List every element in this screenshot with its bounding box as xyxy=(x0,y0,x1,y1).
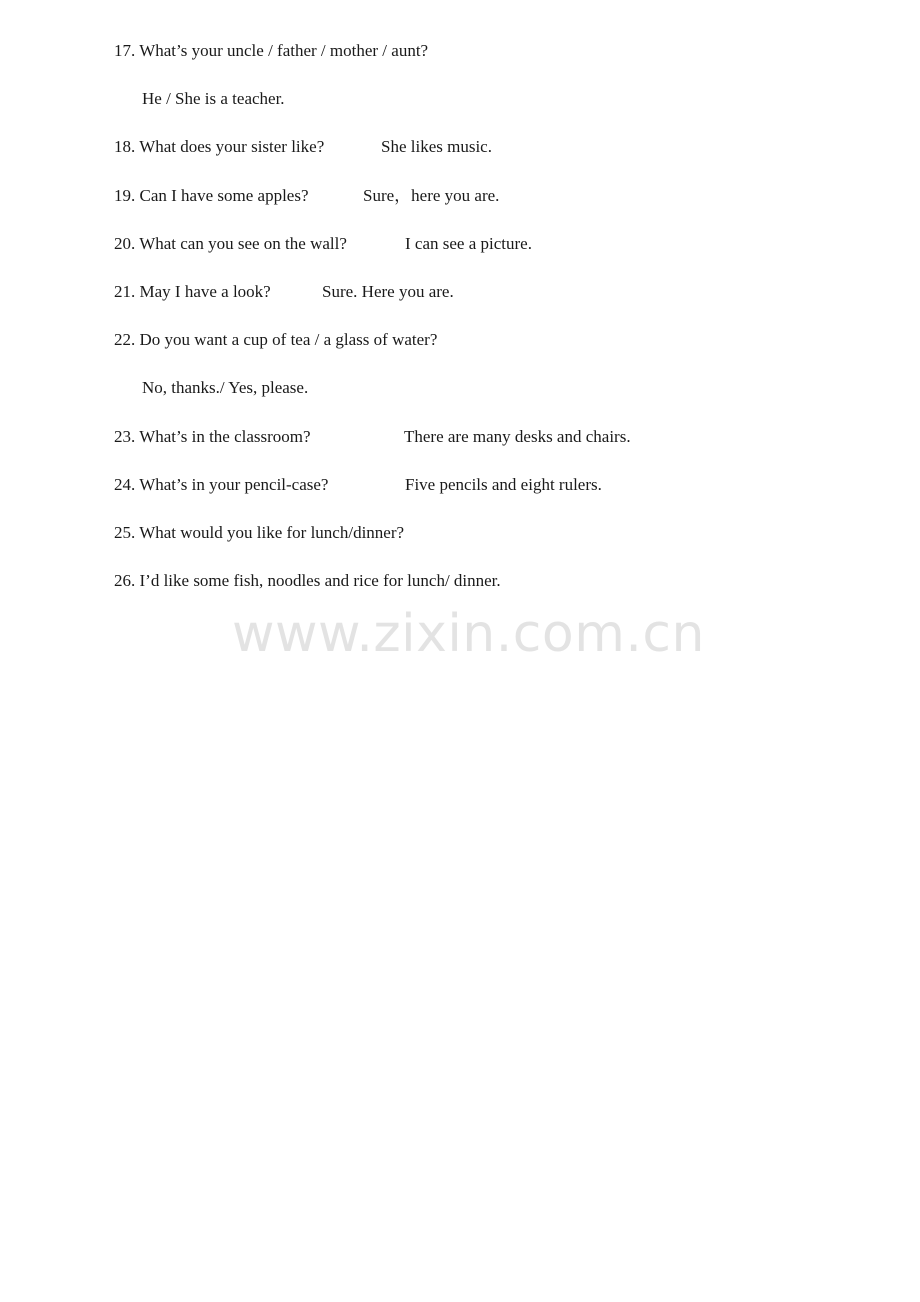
question-text: 22. Do you want a cup of tea / a glass of water? xyxy=(114,330,438,349)
list-item xyxy=(142,89,285,109)
list-item xyxy=(114,41,428,61)
list-item xyxy=(114,475,602,495)
list-item xyxy=(114,330,437,350)
answer-text: He / She is a teacher. xyxy=(142,89,285,108)
question-text: 18. What does your sister like? xyxy=(114,137,325,156)
list-item xyxy=(114,282,454,302)
question-text: 17. What’s your uncle / father / mother / aunt? xyxy=(114,41,429,60)
watermark: www.zixin.com.cn xyxy=(232,604,705,664)
answer-text: No, thanks./ Yes, please. xyxy=(142,378,309,397)
answer-text: Five pencils and eight rulers. xyxy=(405,475,602,494)
question-text: 23. What’s in the classroom? xyxy=(114,427,311,446)
question-text: 26. I’d like some fish, noodles and rice for lunch/ dinner. xyxy=(114,571,501,590)
answer-text: There are many desks and chairs. xyxy=(404,427,631,446)
list-item xyxy=(142,378,308,398)
answer-text: I can see a picture. xyxy=(405,234,532,253)
question-text: 21. May I have a look? xyxy=(114,282,271,301)
question-text: 25. What would you like for lunch/dinner? xyxy=(114,523,405,542)
list-item xyxy=(114,234,532,254)
answer-text: She likes music. xyxy=(381,137,492,156)
answer-text: Sure，here you are. xyxy=(363,186,500,205)
question-text: 19. Can I have some apples? xyxy=(114,186,309,205)
question-text: 20. What can you see on the wall? xyxy=(114,234,347,253)
list-item xyxy=(114,186,500,206)
answer-text: Sure. Here you are. xyxy=(322,282,454,301)
list-item xyxy=(114,523,404,543)
list-item xyxy=(114,571,501,591)
question-text: 24. What’s in your pencil-case? xyxy=(114,475,329,494)
list-item xyxy=(114,427,631,447)
list-item xyxy=(114,137,492,157)
